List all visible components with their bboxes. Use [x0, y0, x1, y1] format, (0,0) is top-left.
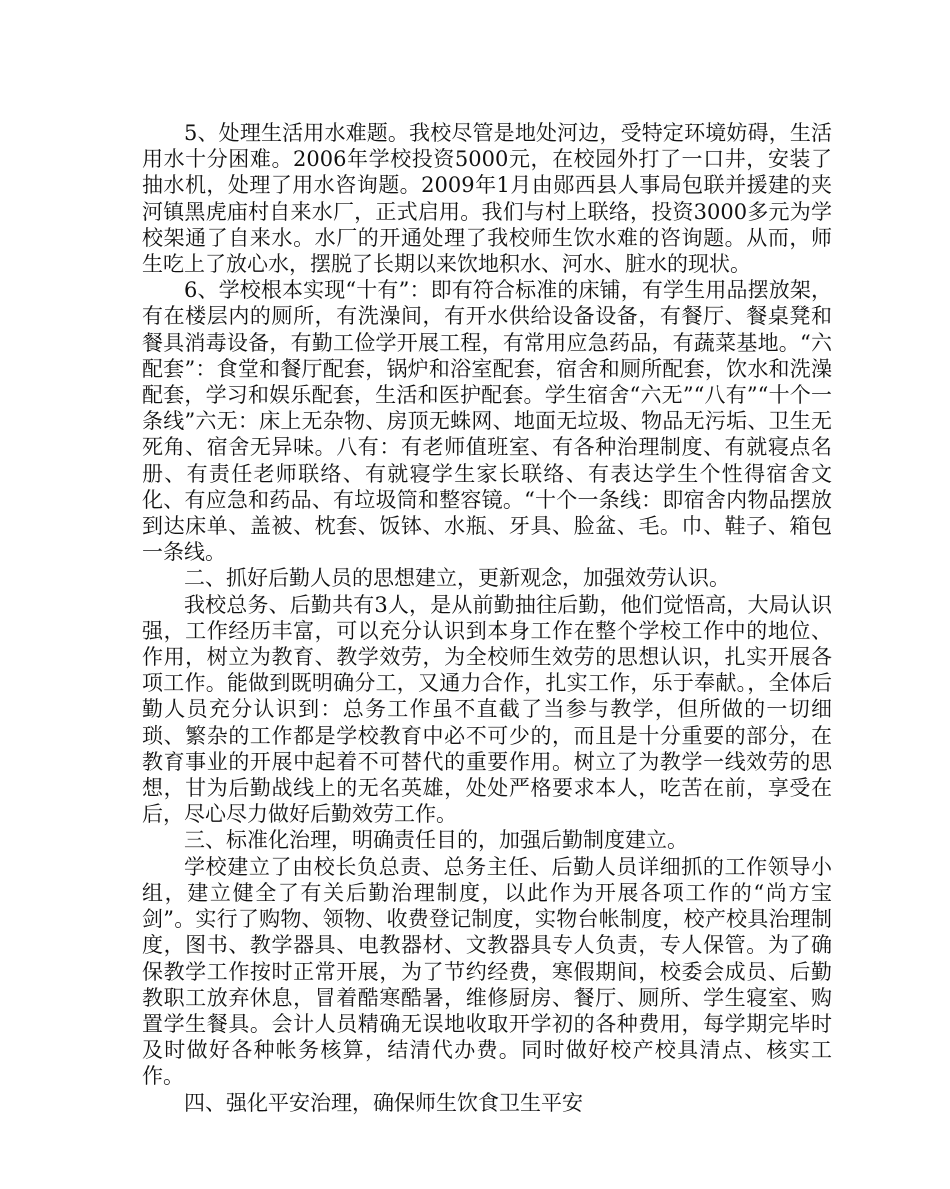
heading-safety-management: 四、强化平安治理，确保师生饮食卫生平安 — [184, 1090, 583, 1115]
paragraph-water-supply: 5、处理生活用水难题。我校尽管是地处河边，受特定环境妨碍，生活用水十分困难。2006年学校投资5000元，在校园外打了一口井，安装了抽水机，处理了用水咨询题。2009年1月由郧西县人事局包联并援建的夹河镇黑虎庙村自来水厂，正式启用。我们与村上联络，投资3000多元为学校架通了自来水。水厂的开通处理了我校师生饮水难的咨询题。从而，师生吃上了放心水，摆脱了长期以来饮地积水、河水、脏水的现状。 — [142, 121, 832, 277]
heading-standardized-management: 三、标准化治理，明确责任目的，加强后勤制度建立。 — [184, 828, 688, 853]
document-body — [142, 120, 832, 1116]
paragraph-ten-haves: 6、学校根本实现“十有”：即有符合标准的床铺，有学生用品摆放架，有在楼层内的厕所，有洗澡间，有开水供给设备设备，有餐厅、餐桌凳和餐具消毒设备，有勤工俭学开展工程，有常用应急药品，有蔬菜基地。“六配套”：食堂和餐厅配套，锅炉和浴室配套，宿舍和厕所配套，饮水和洗澡配套，学习和娱乐配套，生活和医护配套。学生宿舍“六无”“八有”“十个一条线”六无：床上无杂物、房顶无蛛网、地面无垃圾、物品无污垢、卫生无死角、宿舍无异味。八有：有老师值班室、有各种治理制度、有就寝点名册、有责任老师联络、有就寝学生家长联络、有表达学生个性得宿舍文化、有应急和药品、有垃圾筒和整容镜。“十个一条线：即宿舍内物品摆放到达床单、盖被、枕套、饭钵、水瓶、牙具、脸盆、毛。巾、鞋子、箱包一条线。 — [142, 278, 832, 565]
paragraph-management-system: 学校建立了由校长负总责、总务主任、后勤人员详细抓的工作领导小组，建立健全了有关后勤治理制度，以此作为开展各项工作的“尚方宝剑”。实行了购物、领物、收费登记制度，实物台帐制度，校产校具治理制度，图书、教学器具、电教器材、文教器具专人负责，专人保管。为了确保教学工作按时正常开展，为了节约经费，寒假期间，校委会成员、后勤教职工放弃休息，冒着酷寒酷暑，维修厨房、餐厅、厕所、学生寝室、购置学生餐具。会计人员精确无误地收取开学初的各种费用，每学期完毕时及时做好各种帐务核算，结清代办费。同时做好校产校具清点、核实工作。 — [142, 854, 832, 1089]
paragraph-staff-service: 我校总务、后勤共有3人，是从前勤抽往后勤，他们觉悟高，大局认识强，工作经历丰富，可以充分认识到本身工作在整个学校工作中的地位、作用，树立为教育、教学效劳，为全校师生效劳的思想认识，扎实开展各项工作。能做到既明确分工，又通力合作，扎实工作，乐于奉献。，全体后勤人员充分认识到：总务工作虽不直截了当参与教学，但所做的一切细琐、繁杂的工作都是学校教育中必不可少的，而且是十分重要的部分，在教育事业的开展中起着不可替代的重要作用。树立了为教学一线效劳的思想，甘为后勤战线上的无名英雄，处处严格要求本人，吃苦在前，享受在后，尽心尽力做好后勤效劳工作。 — [142, 592, 832, 827]
heading-staff-ideology: 二、抓好后勤人员的思想建立，更新观念，加强效劳认识。 — [184, 566, 730, 591]
